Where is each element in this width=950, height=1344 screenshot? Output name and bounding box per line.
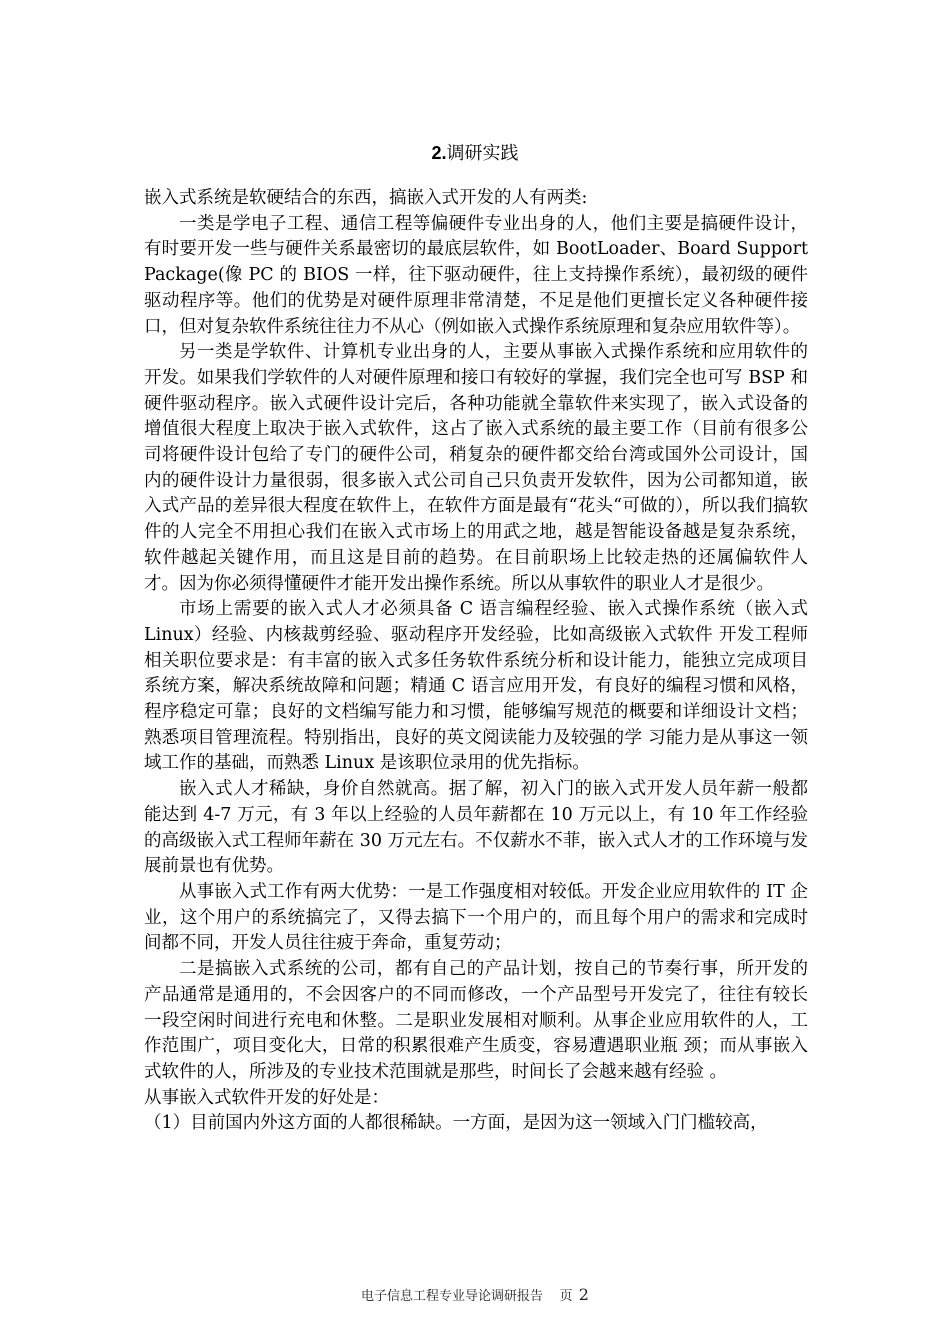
paragraph-software-engineers: 另一类是学软件、计算机专业出身的人，主要从事嵌入式操作系统和应用软件的开发。如果我们学软件的人对硬件原理和接口有较好的掌握，我们完全也可写 BSP 和硬件驱动程序。嵌入式硬件设计完后，各种功能就全靠软件来实现了，嵌入式设备的增值很大程度上取决于嵌入式软件，这占了嵌入式系统的最主要工作（目前有很多公司将硬件设计包给了专门的硬件公司，稍复杂的硬件都交给台湾或国外公司设计，国内的硬件设计力量很弱，很多嵌入式公司自己只负责开发软件，因为公司都知道，嵌入式产品的差异很大程度在软件上，在软件方面是最有“花头“可做的），所以我们搞软件的人完全不用担心我们在嵌入式市场上的用武之地，越是智能设备越是复杂系统，软件越起关键作用，而且这是目前的趋势。在目前职场上比较走热的还属偏软件人才。因为你必须得懂硬件才能开发出操作系统。所以从事软件的职业人才是很少。 xyxy=(144,342,808,594)
footer-title: 电子信息工程专业导论调研报告 xyxy=(361,1289,544,1304)
footer-page-label: 页 xyxy=(559,1289,573,1304)
paragraph-advantage-one: 从事嵌入式工作有两大优势：一是工作强度相对较低。开发企业应用软件的 IT 企业，这个用户的系统搞完了，又得去搞下一个用户的，而且每个用户的需求和完成时间都不同，开发人员往往疲于奔命，重复劳动； xyxy=(144,881,808,954)
page-footer xyxy=(0,1287,950,1305)
paragraph-intro: 嵌入式系统是软硬结合的东西，搞嵌入式开发的人有两类: xyxy=(144,188,588,208)
paragraph-advantage-two: 二是搞嵌入式系统的公司，都有自己的产品计划，按自己的节奏行事，所开发的产品通常是通用的，不会因客户的不同而修改，一个产品型号开发完了，往往有较长一段空闲时间进行充电和休整。二是职业发展相对顺利。从事企业应用软件的人，工作范围广，项目变化大，日常的积累很难产生质变，容易遭遇职业瓶 颈；而从事嵌入式软件的人，所涉及的专业技术范围就是那些，时间长了会越来越有经验 。 xyxy=(144,959,808,1082)
paragraph-market-requirements: 市场上需要的嵌入式人才必须具备 C 语言编程经验、嵌入式操作系统（嵌入式 Linux）经验、内核裁剪经验、驱动程序开发经验，比如高级嵌入式软件 开发工程师相关职位要求是：有丰富的嵌入式多任务软件系统分析和设计能力，能独立完成项目系统方案，解决系统故障和问题；精通 C 语言应用开发，有良好的编程习惯和风格，程序稳定可靠；良好的文档编写能力和习惯，能够编写规范的概要和详细设计文档；熟悉项目管理流程。特别指出，良好的英文阅读能力及较强的学 习能力是从事这一领域工作的基础，而熟悉 Linux 是该职位录用的优先指标。 xyxy=(144,599,808,774)
section-title xyxy=(0,141,950,166)
paragraph-benefits-heading: 从事嵌入式软件开发的好处是： xyxy=(144,1087,389,1108)
paragraph-hardware-engineers: 一类是学电子工程、通信工程等偏硬件专业出身的人，他们主要是搞硬件设计，有时要开发一些与硬件关系最密切的最底层软件，如 BootLoader、Board Support Package(像 PC 的 BIOS 一样，往下驱动硬件，往上支持操作系统），最初级的硬件驱动程序等。他们的优势是对硬件原理非常清楚，不足是他们更擅长定义各种硬件接口，但对复杂软件系统往往力不从心（例如嵌入式操作系统原理和复杂应用软件等）。 xyxy=(144,213,808,337)
body-text xyxy=(144,186,808,1137)
paragraph-salary: 嵌入式人才稀缺，身价自然就高。据了解，初入门的嵌入式开发人员年薪一般都能达到 4-7 万元，有 3 年以上经验的人员年薪都在 10 万元以上，有 10 年工作经验的高级嵌入式工程师年薪在 30 万元左右。不仅薪水不菲，嵌入式人才的工作环境与发展前景也有优势。 xyxy=(144,779,808,877)
section-title-text: 调研实践 xyxy=(446,143,519,164)
paragraph-benefit-one: （1）目前国内外这方面的人都很稀缺。一方面，是因为这一领域入门门槛较高， xyxy=(144,1113,768,1134)
page-number: 2 xyxy=(578,1285,589,1304)
section-title-number: 2. xyxy=(431,143,447,163)
